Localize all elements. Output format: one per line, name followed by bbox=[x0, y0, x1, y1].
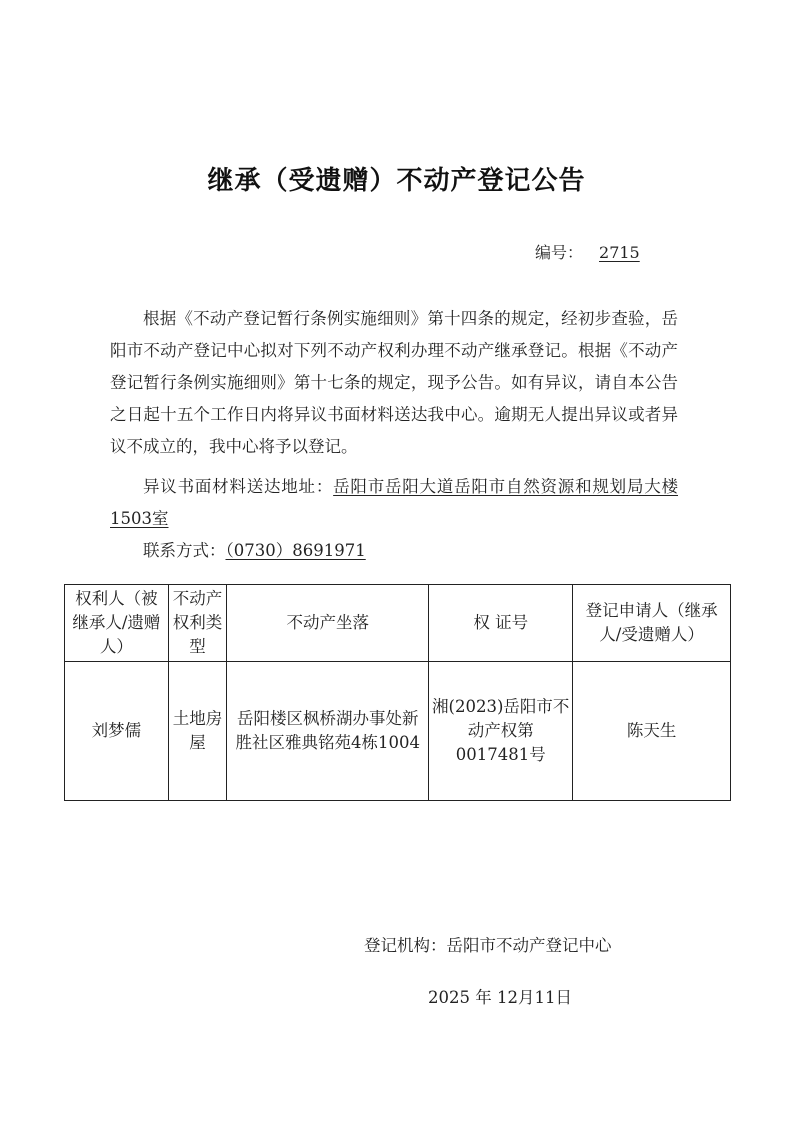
cell-property-type: 土地房屋 bbox=[168, 662, 226, 801]
notice-body-paragraph: 根据《不动产登记暂行条例实施细则》第十四条的规定，经初步查验，岳阳市不动产登记中心拟对下列不动产权利办理不动产继承登记。根据《不动产登记暂行条例实施细则》第十七条的规定，现予公告。如有异议，请自本公告之日起十五个工作日内将异议书面材料送达我中心。逾期无人提出异议或者异议不成立的，我中心将予以登记。 bbox=[110, 309, 678, 456]
header-property-type: 不动产权利类型 bbox=[168, 585, 226, 662]
notice-title: 继承（受遗赠）不动产登记公告 bbox=[207, 166, 586, 196]
number-label: 编号： bbox=[535, 243, 584, 262]
contact-value: （0730）8691971 bbox=[225, 541, 366, 560]
address-value: 岳阳市岳阳大道岳阳市自然资源和规划局大楼1503室 bbox=[110, 477, 679, 528]
objection-address bbox=[110, 471, 678, 535]
header-applicant: 登记申请人（继承人/受遗赠人） bbox=[573, 585, 731, 662]
notice-date: 2025 年 12月11日 bbox=[428, 988, 572, 1007]
number-value: 2715 bbox=[599, 243, 640, 262]
table-row bbox=[65, 662, 731, 801]
authority-label: 登记机构： bbox=[364, 936, 447, 955]
header-location: 不动产坐落 bbox=[227, 585, 429, 662]
property-table bbox=[64, 584, 731, 801]
cell-applicant: 陈天生 bbox=[573, 662, 731, 801]
header-right-holder: 权利人（被继承人/遗赠人） bbox=[65, 585, 169, 662]
contact-label: 联系方式： bbox=[143, 541, 226, 560]
contact-info bbox=[110, 535, 678, 567]
header-certificate: 权 证号 bbox=[429, 585, 573, 662]
notice-number bbox=[535, 240, 640, 263]
cell-right-holder: 刘梦儒 bbox=[65, 662, 169, 801]
cell-location: 岳阳楼区枫桥湖办事处新胜社区雅典铭苑4栋1004 bbox=[227, 662, 429, 801]
table-header-row bbox=[65, 585, 731, 662]
registration-authority bbox=[364, 932, 612, 956]
address-label: 异议书面材料送达地址： bbox=[143, 477, 334, 496]
authority-value: 岳阳市不动产登记中心 bbox=[446, 936, 612, 955]
cell-certificate: 湘(2023)岳阳市不动产权第0017481号 bbox=[429, 662, 573, 801]
